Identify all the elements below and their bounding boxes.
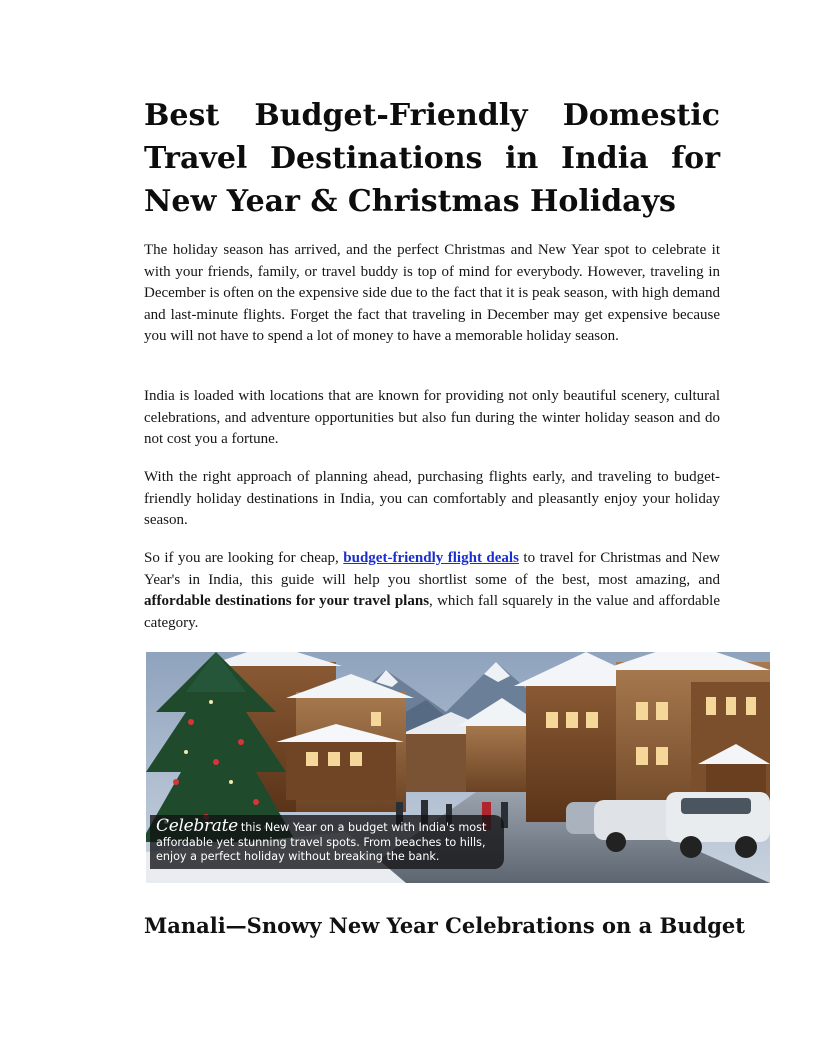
- paragraph-planning: With the right approach of planning ahead, purchasing flights early, and traveling to budget-friendly holiday destinations in India, you can comfortably and pleasantly enjoy your holiday season.: [144, 469, 720, 528]
- paragraph-guide-text-1: So if you are looking for cheap,: [144, 550, 344, 566]
- article-title: Best Budget-Friendly Domestic Travel Destinations in India for New Year & Christmas Holidays: [144, 98, 720, 219]
- flight-deals-link[interactable]: budget-friendly flight deals: [343, 550, 519, 566]
- section-heading-manali: Manali—Snowy New Year Celebrations on a Budget: [144, 913, 745, 938]
- caption-celebrate-word: Celebrate: [156, 816, 238, 836]
- paragraph-india-locations: India is loaded with locations that are known for providing not only beautiful scenery, cultural celebrations, and adventure opportunities but also fun during the winter holiday season and do not cost you a fortune.: [144, 388, 720, 447]
- paragraph-intro: The holiday season has arrived, and the perfect Christmas and New Year spot to celebrate it with your friends, family, or travel buddy is top of mind for everybody. However, traveling in December is often on the expensive side due to the fact that it is peak season, with high demand and last-minute flights. Forget the fact that traveling in December may get expensive because you will not have to spend a lot of money to have a memorable holiday season.: [144, 242, 720, 344]
- paragraph-guide-text-2: to travel for Christmas and New Year's in India, this guide will help you shortlist some of the best, most amazing, and: [144, 550, 720, 588]
- image-caption-overlay: [150, 815, 504, 869]
- caption-text: this New Year on a budget with India's most affordable yet stunning travel spots. From beaches to hills, enjoy a perfect holiday without breaking the bank.: [156, 821, 487, 864]
- affordable-destinations-bold: affordable destinations for your travel plans: [144, 593, 430, 609]
- paragraph-guide: [144, 548, 720, 634]
- paragraph-guide-text-3: , which fall squarely in the value and affordable category.: [144, 593, 721, 631]
